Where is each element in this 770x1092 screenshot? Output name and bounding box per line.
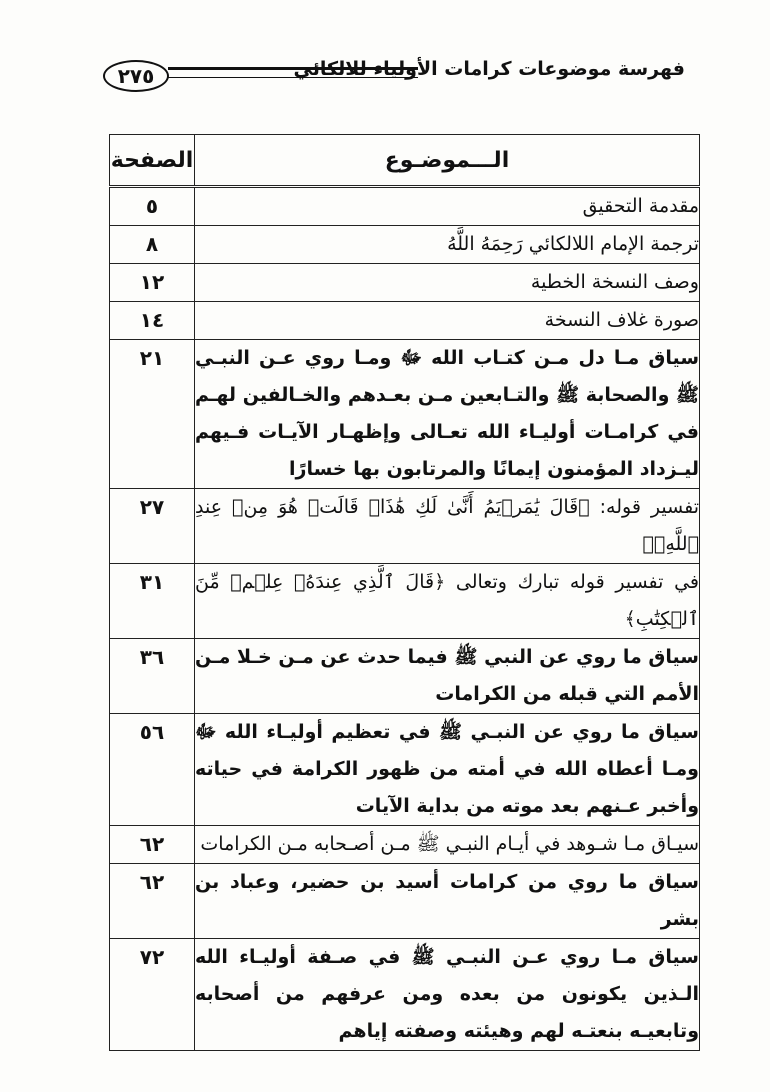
table-row bbox=[110, 226, 700, 264]
row-page: ٥٦ bbox=[110, 714, 195, 826]
row-topic: سيـاق مـا شـوهد في أيـام النبـي ﷺ مـن أصـحابه مـن الكرامات bbox=[195, 826, 700, 864]
table-row bbox=[110, 302, 700, 340]
row-page: ٥ bbox=[110, 187, 195, 226]
row-page: ٦٢ bbox=[110, 864, 195, 939]
toc-table bbox=[109, 134, 700, 1051]
column-header-topic: الـــموضـوع bbox=[195, 135, 700, 187]
row-topic: سياق ما روي عن النبـي ﷺ في تعظيم أوليـاء الله ﷻ ومـا أعطاه الله في أمته من ظهور الكرامة في حياته وأخبر عـنهم بعد موته من بداية الآيات bbox=[195, 714, 700, 826]
page-header bbox=[95, 50, 685, 98]
row-page: ٧٢ bbox=[110, 939, 195, 1051]
table-row bbox=[110, 864, 700, 939]
table-row bbox=[110, 489, 700, 564]
table-row bbox=[110, 340, 700, 489]
table-row bbox=[110, 187, 700, 226]
row-topic: وصف النسخة الخطية bbox=[195, 264, 700, 302]
row-page: ٣١ bbox=[110, 564, 195, 639]
row-topic: تفسير قوله: ﴿قَالَ يَٰمَرۡيَمُ أَنَّىٰ لَكِ هَٰذَاۖ قَالَتۡ هُوَ مِنۡ عِندِ ٱللَّهِۖ﴾ bbox=[195, 489, 700, 564]
table-row bbox=[110, 564, 700, 639]
row-page: ٦٢ bbox=[110, 826, 195, 864]
row-topic: في تفسير قوله تبارك وتعالى ﴿قَالَ ٱلَّذِي عِندَهُۥ عِلۡمٞ مِّنَ ٱلۡكِتَٰبِ﴾ bbox=[195, 564, 700, 639]
table-row bbox=[110, 639, 700, 714]
running-title: فهرسة موضوعات كرامات الأولياء للالكائي bbox=[293, 58, 685, 80]
row-page: ١٢ bbox=[110, 264, 195, 302]
table-header-row bbox=[110, 135, 700, 187]
row-page: ٢٧ bbox=[110, 489, 195, 564]
table-row bbox=[110, 939, 700, 1051]
row-topic: مقدمة التحقيق bbox=[195, 187, 700, 226]
row-topic: سياق ما روي عن النبي ﷺ فيما حدث عن مـن خـلا مـن الأمم التي قبله من الكرامات bbox=[195, 639, 700, 714]
row-page: ٢١ bbox=[110, 340, 195, 489]
table-row bbox=[110, 714, 700, 826]
page-number: ٢٧٥ bbox=[103, 60, 169, 92]
table-row bbox=[110, 264, 700, 302]
row-topic: صورة غلاف النسخة bbox=[195, 302, 700, 340]
row-page: ١٤ bbox=[110, 302, 195, 340]
row-topic: سياق مـا دل مـن كتـاب الله ﷻ ومـا روي عـن النبـي ﷺ والصحابة ﷺ والتـابعين مـن بعـدهم والخـالفين لهـم في كرامـات أوليـاء الله تعـالى وإظهـار الآيـات فـيهم ليـزداد المؤمنون إيمانًا والمرتابون بها خسارًا bbox=[195, 340, 700, 489]
row-topic: سياق ما روي من كرامات أسيد بن حضير، وعباد بن بشر bbox=[195, 864, 700, 939]
table-row bbox=[110, 826, 700, 864]
row-page: ٣٦ bbox=[110, 639, 195, 714]
row-topic: سياق مـا روي عـن النبـي ﷺ في صـفة أوليـاء الله الـذين يكونون من بعده ومن عرفهم من أصحابه وتابعيـه بنعتـه لهم وهيئته وصفته إياهم bbox=[195, 939, 700, 1051]
column-header-page: الصفحة bbox=[110, 135, 195, 187]
row-topic: ترجمة الإمام اللالكائي رَحِمَهُ اللَّهُ bbox=[195, 226, 700, 264]
row-page: ٨ bbox=[110, 226, 195, 264]
